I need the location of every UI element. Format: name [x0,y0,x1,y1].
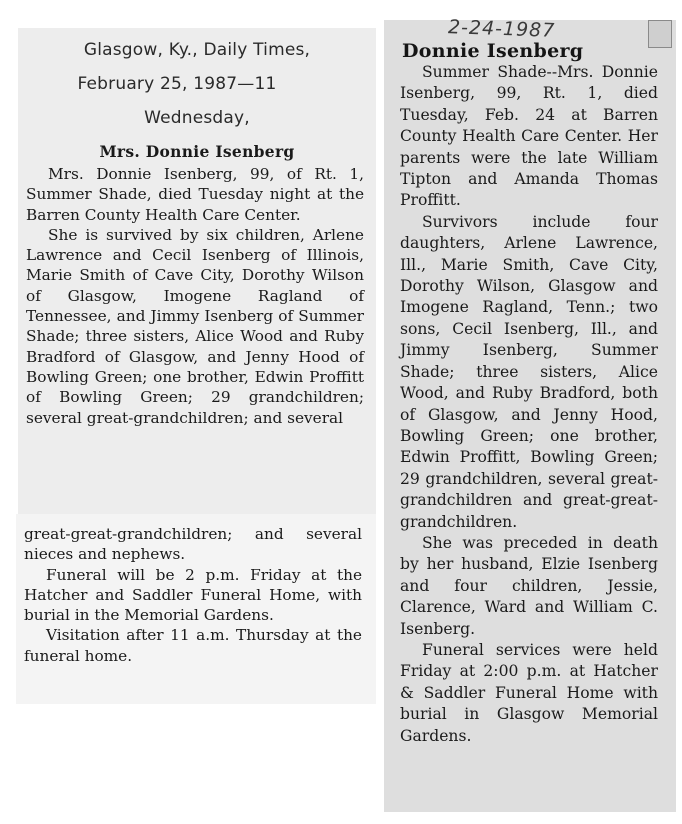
obituary-body-continued [24,524,362,666]
obituary-title: Donnie Isenberg [402,40,584,62]
paragraph: great-great-grandchildren; and several nieces and nephews. [24,525,362,564]
clipping-corner-mark [648,20,672,48]
paragraph: Funeral services were held Friday at 2:00 p.m. at Hatcher & Saddler Funeral Home with burial in Glasgow Memorial Gardens. [400,640,658,745]
clipping-continuation [16,514,376,704]
dateline-date: February 25, 1987—11 [77,74,277,94]
dateline-paper: Glasgow, Ky., Daily Times, [83,40,311,60]
paragraph: Mrs. Donnie Isenberg, 99, of Rt. 1, Summer Shade, died Tuesday night at the Barren County Health Care Center. [26,165,364,224]
obituary-body [26,164,364,428]
paragraph: She was preceded in death by her husband, Elzie Isenberg and four children, Jessie, Clarence, Ward and William C. Isenberg. [400,533,658,638]
clipping-daily-times [18,28,376,514]
obituary-body [400,62,658,747]
paragraph: Survivors include four daughters, Arlene Lawrence, Ill., Marie Smith, Cave City, Dorothy Wilson, Glasgow and Imogene Ragland, Tenn.; two sons, Cecil Isenberg, Ill., and Jimmy Isenberg, Summer Shade; three sisters, Alice Wood, and Ruby Bradford, both of Glasgow, and Jenny Hood, Bowling Green; one brother, Edwin Proffitt, Bowling Green; 29 grandchildren, several great-grandchildren and great-great-grandchildren. [400,212,658,531]
dateline-weekday: Wednesday, [144,108,250,128]
clipping-second-obituary [384,16,676,812]
obituary-headline: Mrs. Donnie Isenberg [99,142,295,161]
paragraph: Summer Shade--Mrs. Donnie Isenberg, 99, Rt. 1, died Tuesday, Feb. 24 at Barren County Health Care Center. Her parents were the late William Tipton and Amanda Thomas Proffitt. [400,63,658,210]
paragraph: Visitation after 11 a.m. Thursday at the funeral home. [24,626,362,665]
handwritten-date: 2-24-1987 [447,16,556,42]
paragraph: She is survived by six children, Arlene Lawrence and Cecil Isenberg of Illinois, Marie Smith of Cave City, Dorothy Wilson of Glasgow, Imogene Ragland of Tennessee, and Jimmy Isenberg of Summer Shade; three sisters, Alice Wood and Ruby Bradford of Glasgow, and Jenny Hood of Bowling Green; one brother, Edwin Proffitt of Bowling Green; 29 grandchildren; several great-grandchildren; and several [26,225,364,427]
paragraph: Funeral will be 2 p.m. Friday at the Hatcher and Saddler Funeral Home, with burial in the Memorial Gardens. [24,565,362,625]
